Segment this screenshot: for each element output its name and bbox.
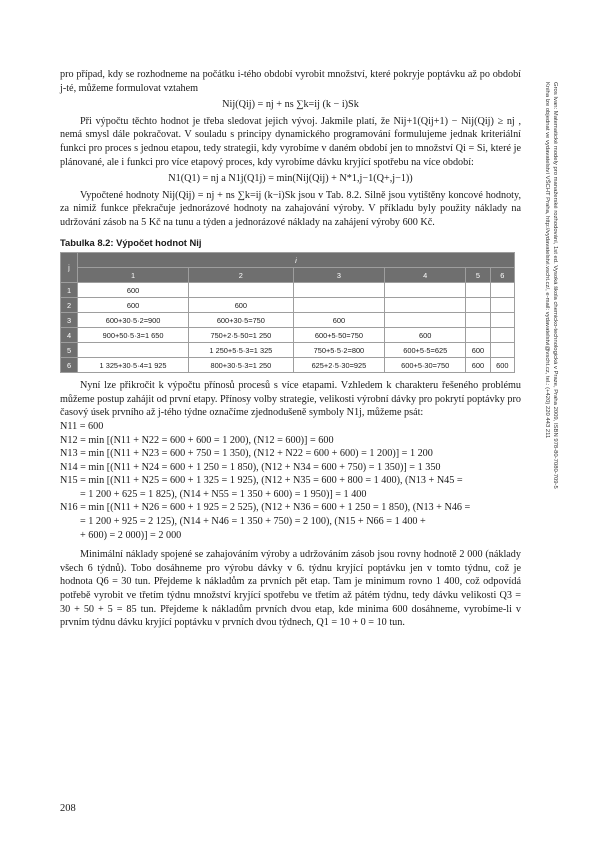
table-cell [293,298,385,313]
table-cell: 600 [78,298,189,313]
row-header: 5 [61,343,78,358]
table-cell: 600+5·50=750 [293,328,385,343]
col-header: 4 [385,268,466,283]
table-cell: 1 325+30·5·4=1 925 [78,358,189,373]
equation-line: N13 = min [(N11 + N23 = 600 + 750 = 1 350), (N12 + N22 = 600 + 600) = 1 200)] = 1 200 [60,448,433,460]
table-cell [466,283,490,298]
table-cell: 600+5·30=750 [385,358,466,373]
table-cell [189,283,294,298]
nij-table [60,252,515,373]
table-row [61,283,515,298]
table-j-header: j [61,253,78,283]
page-number: 208 [60,803,76,814]
row-header: 2 [61,298,78,313]
equation-line: = 1 200 + 925 = 2 125), (N14 + N46 = 1 350 + 750) = 2 100), (N15 + N66 = 1 400 + [80,516,426,528]
table-cell: 600+5·5=625 [385,343,466,358]
col-header: 2 [189,268,294,283]
row-header: 1 [61,283,78,298]
paragraph-dynamic-programming: Při výpočtu těchto hodnot je třeba sledovat jejich vývoj. Jakmile platí, že Nij+1(Qij+1) − Nij(Qij) ≥ nj , nemá smysl dále pokračovat. V souladu s principy dynamického programování formulujeme jednak kriteriální funkci pro proces s jednou etapou, tedy strategii, kdy vyrobíme v daném období jen to množství Qi = Si, které je plánované, ale i funkci pro více etapový proces, kdy vyrobíme dávku kryjící spotřebu na více období: [60,115,521,168]
equation-line: N16 = min [(N11 + N26 = 600 + 1 925 = 2 525), (N12 + N36 = 600 + 1 250 = 1 850), (N13 + N46 = [60,502,471,514]
table-cell: 800+30·5·3=1 250 [189,358,294,373]
sidenote-line: Kniha lze objednat ve vydavatelství VŠCHT Praha, http://vydavatelstvi.vscht.cz/, e-mail: vydavatelstvi@vscht.cz, tel.: (+420) 220 443 211 [544,82,550,439]
formula-nij: Nij(Qij) = nj + ns ∑k=ij (k − i)Sk [222,99,359,111]
table-cell [385,298,466,313]
table-cell: 600 [466,343,490,358]
row-header: 4 [61,328,78,343]
table-row [61,343,515,358]
equation-line: N15 = min [(N11 + N25 = 600 + 1 325 = 1 925), (N12 + N35 = 600 + 800 = 1 400), (N13 + N45 = [60,475,463,487]
row-header: 3 [61,313,78,328]
table-cell: 600+30·5=750 [189,313,294,328]
equation-line: = 1 200 + 625 = 1 825), (N14 + N55 = 1 350 + 600) = 1 950)] = 1 400 [80,488,367,500]
table-cell: 750+5·5·2=800 [293,343,385,358]
table-cell: 600 [293,313,385,328]
table-cell [490,313,514,328]
paragraph-computed-values: Vypočtené hodnoty Nij(Qij) = nj + ns ∑k=ij (k−i)Sk jsou v Tab. 8.2. Silně jsou vytištěny koncové hodnoty, za nimiž funkce překračuje jednorázové hodnoty na zahajování výroby. V příkladu byly použity náklady na udržování zásob na 5 Kč na tunu a týden a jednorázové náklady na zahájení výroby 600 Kč. [60,189,521,228]
page-content [60,68,521,630]
paragraph-multistage: Nyní lze přikročit k výpočtu přínosů procesů s více etapami. Vzhledem k charakteru řešeného problému můžeme postup zahájit od první etapy. Přínosy volby strategie, velikosti výrobní dávky pro pokrytí poptávky pro časový úsek prvního až j-tého týdne označíme zjednodušeně symboly N1j, můžeme psát: [60,380,521,419]
table-cell: 600 [466,358,490,373]
equation-line: N12 = min [(N11 + N22 = 600 + 600 = 1 200), (N12 = 600)] = 600 [60,434,334,446]
table-cell: 600 [385,328,466,343]
col-header: 5 [466,268,490,283]
table-cell [78,343,189,358]
table-row [61,358,515,373]
table-cell [466,298,490,313]
table-cell [490,343,514,358]
equation-line: N11 = 600 [60,420,104,432]
table-row [61,298,515,313]
equation-list [60,420,521,542]
table-caption: Tabulka 8.2: Výpočet hodnot Nij [60,236,202,248]
table-cell [466,328,490,343]
table-cell: 600 [490,358,514,373]
formula-recursion: N1(Q1) = nj a N1j(Q1j) = min(Nij(Qij) + N*1,j−1(Q+,j−1)) [168,173,413,185]
table-i-header: i [78,253,515,268]
equation-line: + 600) = 2 000)] = 2 000 [80,529,182,541]
col-header: 1 [78,268,189,283]
table-cell: 900+50·5·3=1 650 [78,328,189,343]
table-row [61,313,515,328]
paragraph-conclusion: Minimální náklady spojené se zahajováním výroby a udržováním zásob jsou rovny hodnotě 2 000 (náklady všech 6 týdnů). Tobo dosáhneme pro výrobu dávky v 6. týdnu kryjící poptávku jen v tomto týdnu, což je hodnota Q6 = 30 tun. Přejdeme k nákladům za prvních pět etap. Tam je minimum rovno 1 400, což odpovídá potřebě vyrobit ve třetím týdnu množství kryjící spotřebu ve třetím až pátém týdnu, tedy dávku velikosti Q3 = 30 + 50 + 5 = 85 tun. Přejdeme k nákladům prvních dvou etap, kde minima 600 dosáhneme, vyrobíme-li v prvním týdnu dávku kryjící poptávku v prvních dvou týdnech, Q1 = 10 + 0 = 10 tun. [60,549,521,629]
table-cell: 1 250+5·5·3=1 325 [189,343,294,358]
table-cell [385,283,466,298]
table-cell [490,298,514,313]
intro-paragraph: pro případ, kdy se rozhodneme na počátku i-tého období vyrobit množství, které pokryje poptávku až po období j-té, můžeme formulovat vztahem [60,69,521,94]
equation-line: N14 = min [(N11 + N24 = 600 + 1 250 = 1 850), (N12 + N34 = 600 + 750) = 1 350)] = 1 350 [60,461,441,473]
table-cell: 600 [189,298,294,313]
sidenote-line: Gros Ivan: Matematické modely pro manažerské rozhodování, 1st ed. Vysoká škola chemicko-technologická v Praze, Praha 2009, ISBN 978-80-7080-709-5 [552,82,558,489]
copyright-sidenote [544,82,558,702]
col-header: 6 [490,268,514,283]
table-row [61,328,515,343]
table-cell: 750+2·5·50=1 250 [189,328,294,343]
col-header: 3 [293,268,385,283]
table-cell [385,313,466,328]
table-cell: 600+30·5·2=900 [78,313,189,328]
table-cell [293,283,385,298]
table-cell [490,283,514,298]
table-cell: 625+2·5·30=925 [293,358,385,373]
row-header: 6 [61,358,78,373]
table-cell [466,313,490,328]
table-cell: 600 [78,283,189,298]
table-cell [490,328,514,343]
